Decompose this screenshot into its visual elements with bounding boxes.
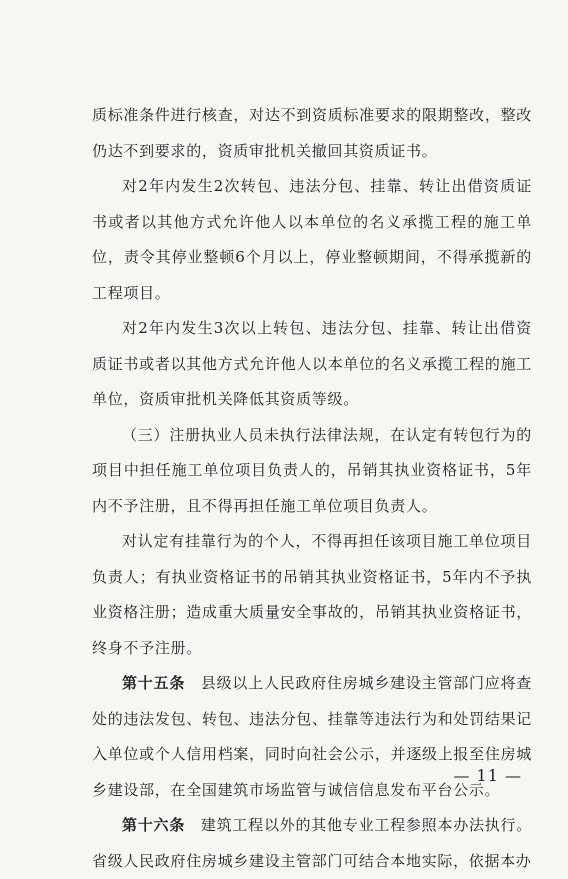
paragraph-4: [92, 418, 532, 525]
article-16-text: 建筑工程以外的其他专业工程参照本办法执行。省级人民政府住房城乡建设主管部门可结合本地实际，依据本办: [92, 816, 532, 870]
document-body: [92, 98, 532, 879]
paragraph-5: [92, 524, 532, 666]
paragraph-3: [92, 311, 532, 418]
article-15-text: 县级以上人民政府住房城乡建设主管部门应将查处的违法发包、转包、违法分包、挂靠等违法行为和处罚结果记入单位或个人信用档案，同时向社会公示，并逐级上报至住房城乡建设部，在全国建筑市场监管与诚信信息发布平台公示。: [92, 674, 532, 799]
paragraph-2-text: 对2年内发生2次转包、违法分包、挂靠、转让出借资质证书或者以其他方式允许他人以本单位的名义承揽工程的施工单位，责令其停业整顿6个月以上，停业整顿期间，不得承揽新的工程项目。: [92, 177, 532, 302]
article-15-heading: 第十五条: [122, 674, 186, 692]
paragraph-1-text: 质标准条件进行核查，对达不到资质标准要求的限期整改，整改仍达不到要求的，资质审批机关撤回其资质证书。: [92, 106, 532, 160]
paragraph-5-text: 对认定有挂靠行为的个人，不得再担任该项目施工单位项目负责人；有执业资格证书的吊销其执业资格证书，5年内不予执业资格注册；造成重大质量安全事故的，吊销其执业资格证书，终身不予注册。: [92, 532, 532, 657]
paragraph-2: [92, 169, 532, 311]
page-number: — 11 —: [453, 766, 522, 785]
article-16: [92, 808, 532, 879]
article-15: [92, 666, 532, 808]
article-16-heading: 第十六条: [122, 816, 186, 834]
paragraph-4-text: （三）注册执业人员未执行法律法规，在认定有转包行为的项目中担任施工单位项目负责人的，吊销其执业资格证书，5年内不予注册，且不得再担任施工单位项目负责人。: [92, 425, 532, 515]
paragraph-1: [92, 98, 532, 169]
paragraph-3-text: 对2年内发生3次以上转包、违法分包、挂靠、转让出借资质证书或者以其他方式允许他人以本单位的名义承揽工程的施工单位，资质审批机关降低其资质等级。: [92, 319, 532, 408]
